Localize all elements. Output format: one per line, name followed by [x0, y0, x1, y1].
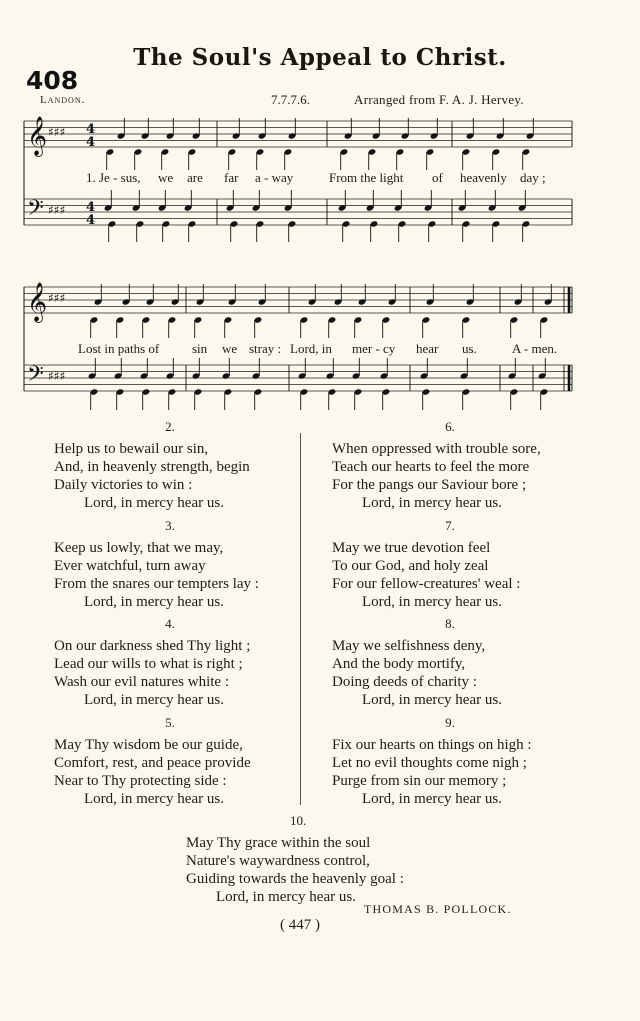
key-signature-icon: ♯♯♯	[48, 369, 66, 383]
verse-line: When oppressed with trouble sore,	[332, 441, 541, 457]
lyric-2-0: Lost in paths of	[78, 341, 160, 356]
verse-line: From the snares our tempters lay :	[54, 576, 259, 592]
stanza-6	[332, 418, 568, 512]
lyric-2-2: we	[222, 341, 238, 356]
stanza-7	[332, 517, 568, 611]
verse-line: For our fellow-creatures' weal :	[332, 576, 521, 592]
refrain-line: Lord, in mercy hear us.	[216, 889, 356, 905]
time-signature-top: 4	[86, 122, 96, 137]
lyric-1-8: day ;	[520, 170, 546, 185]
stanza-number: 4.	[165, 616, 175, 631]
verse-line: And the body mortify,	[332, 656, 466, 672]
refrain-line: Lord, in mercy hear us.	[362, 495, 502, 511]
lyric-2-5: mer - cy	[352, 341, 396, 356]
refrain-line: Lord, in mercy hear us.	[362, 791, 502, 807]
lyric-1-6: of	[432, 170, 443, 185]
stanza-number: 3.	[165, 518, 175, 533]
verse-line: May Thy grace within the soul	[186, 835, 371, 851]
author-credit: THOMAS B. POLLOCK.	[364, 902, 512, 916]
verse-line: Wash our evil natures white :	[54, 674, 229, 690]
time-signature-top: 4	[86, 200, 96, 215]
verse-line: May we selfishness deny,	[332, 638, 486, 654]
verse-line: Nature's waywardness control,	[186, 853, 370, 869]
refrain-line: Lord, in mercy hear us.	[84, 495, 224, 511]
stanza-number: 8.	[445, 616, 455, 631]
lyric-1-7: heavenly	[460, 170, 507, 185]
refrain-line: Lord, in mercy hear us.	[362, 692, 502, 708]
verse-line: Comfort, rest, and peace provide	[54, 755, 251, 771]
key-signature-icon: ♯♯♯	[48, 291, 66, 305]
tune-name: Landon.	[40, 94, 86, 106]
verse-line: May Thy wisdom be our guide,	[54, 737, 243, 753]
lyric-1-3: far	[224, 170, 239, 185]
lyric-1-5: From the light	[329, 170, 404, 185]
verse-line: For the pangs our Saviour bore ;	[332, 477, 527, 493]
hymn-number: 408	[26, 66, 79, 95]
verse-line: Fix our hearts on things on high :	[332, 737, 532, 753]
lyric-2-1: sin	[192, 341, 208, 356]
verse-line: Teach our hearts to feel the more	[332, 459, 530, 475]
treble-clef-icon: 𝄞	[27, 116, 48, 156]
stanza-5	[54, 714, 286, 808]
refrain-line: Lord, in mercy hear us.	[362, 594, 502, 610]
stanza-number: 6.	[445, 419, 455, 434]
verse-line: And, in heavenly strength, begin	[54, 459, 250, 475]
key-signature-icon: ♯♯♯	[48, 203, 66, 217]
treble-clef-icon: 𝄞	[27, 282, 48, 322]
stanza-3	[54, 517, 286, 611]
key-signature-icon: ♯♯♯	[48, 125, 66, 139]
refrain-line: Lord, in mercy hear us.	[84, 692, 224, 708]
verse-line: Purge from sin our memory ;	[332, 773, 507, 789]
lyric-2-8: A - men.	[512, 341, 558, 356]
stanza-number: 2.	[165, 419, 175, 434]
meter: 7.7.7.6.	[271, 92, 310, 107]
hymn-title: The Soul's Appeal to Christ.	[133, 44, 507, 71]
bass-clef-icon: 𝄢	[27, 362, 44, 392]
verse-line: Lead our wills to what is right ;	[54, 656, 243, 672]
lyric-1-1: we	[158, 170, 174, 185]
bass-clef-icon: 𝄢	[27, 196, 44, 226]
stanza-2	[54, 418, 286, 512]
column-divider	[300, 433, 301, 805]
verse-line: Daily victories to win :	[54, 477, 193, 493]
refrain-line: Lord, in mercy hear us.	[84, 791, 224, 807]
verse-line: Help us to bewail our sin,	[54, 441, 209, 457]
stanza-4	[54, 615, 286, 709]
stanza-number: 7.	[445, 518, 455, 533]
lyric-1-2: are	[187, 170, 203, 185]
verse-line: Ever watchful, turn away	[54, 558, 206, 574]
verse-line: Keep us lowly, that we may,	[54, 540, 224, 556]
stanza-number: 10.	[290, 813, 307, 828]
verse-line: To our God, and holy zeal	[332, 558, 489, 574]
lyric-1-0: 1. Je - sus,	[86, 170, 141, 185]
stanza-9	[332, 714, 568, 808]
verse-line: May we true devotion feel	[332, 540, 491, 556]
lyric-2-6: hear	[416, 341, 439, 356]
stanza-10	[186, 812, 456, 906]
page-number: ( 447 )	[280, 917, 320, 933]
time-signature-bottom: 4	[86, 213, 96, 228]
refrain-line: Lord, in mercy hear us.	[84, 594, 224, 610]
stanza-number: 9.	[445, 715, 455, 730]
verse-line: On our darkness shed Thy light ;	[54, 638, 251, 654]
verse-line: Guiding towards the heavenly goal :	[186, 871, 404, 887]
verse-line: Doing deeds of charity :	[332, 674, 477, 690]
lyric-1-4: a - way	[255, 170, 294, 185]
verse-line: Let no evil thoughts come nigh ;	[332, 755, 527, 771]
arranger-credit: Arranged from F. A. J. Hervey.	[354, 92, 524, 107]
lyric-2-3: stray :	[249, 341, 282, 356]
lyric-2-7: us.	[462, 341, 477, 356]
stanza-8	[332, 615, 568, 709]
stanza-number: 5.	[165, 715, 175, 730]
time-signature-bottom: 4	[86, 135, 96, 150]
music-score	[0, 0, 640, 420]
lyric-2-4: Lord, in	[290, 341, 332, 356]
verse-line: Near to Thy protecting side :	[54, 773, 227, 789]
